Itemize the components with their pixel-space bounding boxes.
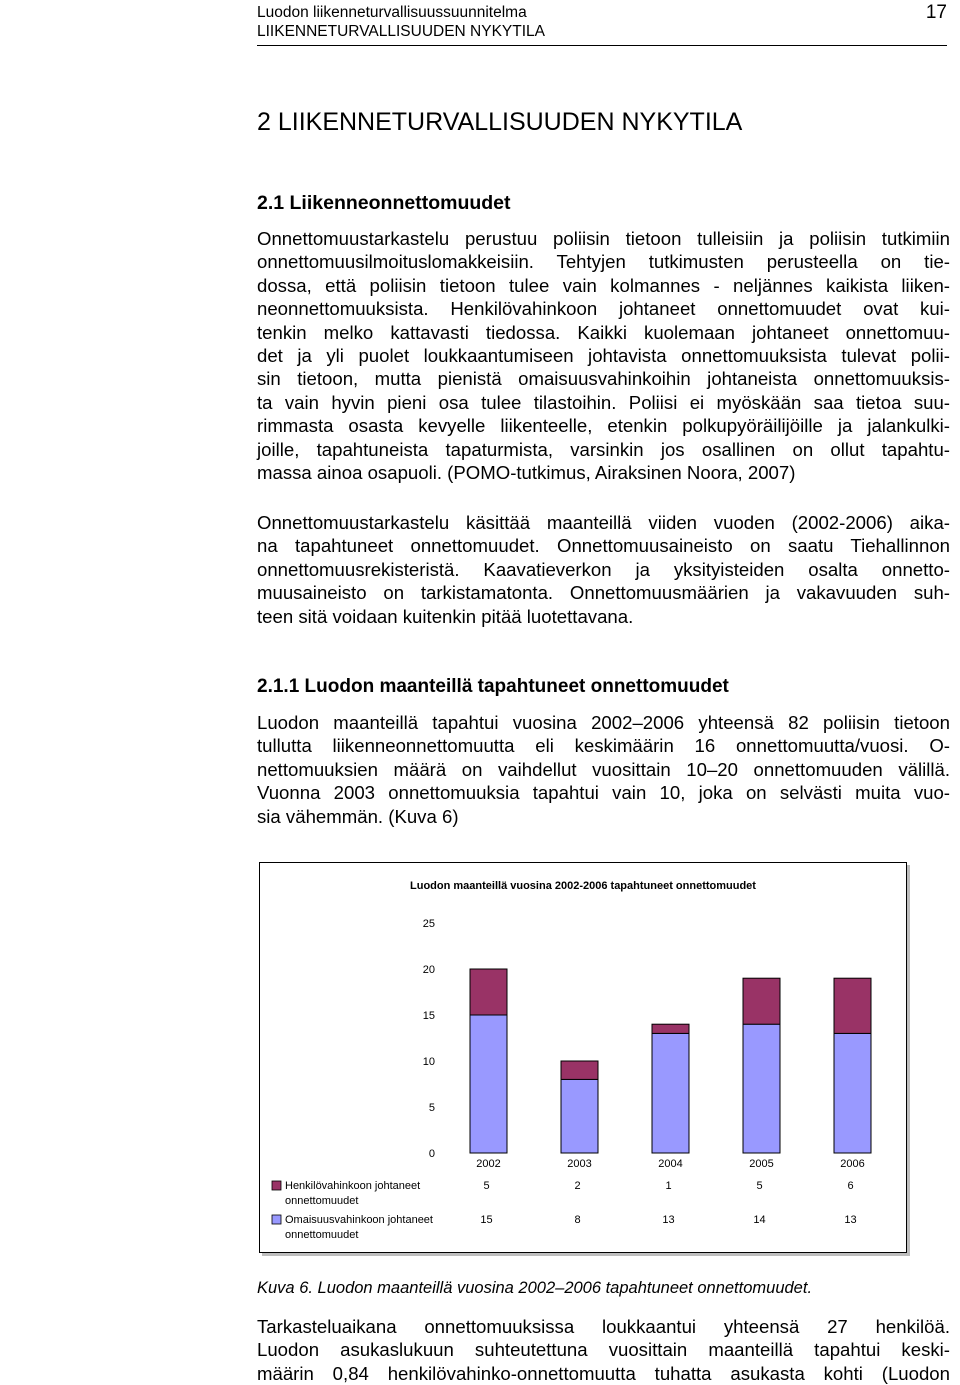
bar-segment-omaisuusvahinko bbox=[561, 1079, 598, 1153]
paragraph-injuries bbox=[257, 1315, 950, 1385]
paragraph-accident-summary bbox=[257, 711, 950, 828]
text-line: nettomuuksien määrä on vaihdellut vuosittain 10–20 onnettomuuden välillä. bbox=[257, 758, 950, 780]
text-line: det ja yli puolet loukkaantumiseen johtavista onnettomuuksista tulevat polii- bbox=[257, 345, 950, 367]
bar-segment-henkilovahinko bbox=[470, 969, 507, 1015]
x-category-label: 2006 bbox=[840, 1158, 865, 1170]
text-line: Luodon asukaslukuun suhteutettuna vuosittain maanteillä tapahtui keski- bbox=[257, 1339, 950, 1361]
data-table-value: 8 bbox=[574, 1214, 581, 1226]
text-line: massa ainoa osapuoli. (POMO-tutkimus, Airaksinen Noora, 2007) bbox=[257, 462, 796, 484]
bar-segment-henkilovahinko bbox=[561, 1061, 598, 1079]
text-line: ta vain hyvin pieni osa tulee tilastoihin. Poliisi ei myöskään saa tietoa suu- bbox=[257, 391, 950, 413]
data-table-value: 15 bbox=[480, 1214, 493, 1226]
y-tick-label: 15 bbox=[422, 1010, 435, 1022]
text-line: neonnettomuuksista. Henkilövahinkoon johtaneet onnettomuudet ovat kui- bbox=[257, 298, 950, 320]
data-table-value: 5 bbox=[483, 1180, 490, 1192]
running-section-title: LIIKENNETURVALLISUUDEN NYKYTILA bbox=[257, 23, 545, 40]
text-line: tenkin melko kattavasti tiedossa. Kaikki kuolemaan johtaneet onnettomuu- bbox=[257, 321, 950, 343]
text-line: joille, tapahtuneista tapaturmista, varsinkin jos osallinen on ollut tapahtu- bbox=[257, 438, 950, 460]
chapter-heading: 2 LIIKENNETURVALLISUUDEN NYKYTILA bbox=[257, 108, 743, 136]
data-table-value: 13 bbox=[662, 1214, 675, 1226]
y-tick-label: 5 bbox=[428, 1102, 435, 1114]
chart-svg bbox=[260, 863, 906, 1252]
data-table-value: 13 bbox=[844, 1214, 857, 1226]
legend-swatch bbox=[272, 1215, 281, 1224]
x-category-label: 2002 bbox=[476, 1158, 501, 1170]
text-line: teen sitä voidaan kuitenkin pitää luotettavana. bbox=[257, 605, 634, 627]
text-line: rimmasta osasta kevyelle liikenteelle, etenkin polkupyöräilijöille ja jalankulki- bbox=[257, 415, 950, 437]
x-category-label: 2004 bbox=[658, 1158, 683, 1170]
text-line: Luodon maanteillä tapahtui vuosina 2002–2006 yhteensä 82 poliisin tietoon bbox=[257, 712, 950, 733]
text-line: Onnettomuustarkastelu perustuu poliisin tietoon tulleisiin ja poliisin tutkimiin bbox=[257, 228, 950, 249]
data-table-value: 14 bbox=[753, 1214, 766, 1226]
y-tick-label: 0 bbox=[428, 1148, 435, 1160]
y-tick-label: 10 bbox=[422, 1056, 435, 1068]
legend-label: Henkilövahinkoon johtaneet bbox=[285, 1180, 421, 1192]
chart-title: Luodon maanteillä vuosina 2002-2006 tapahtuneet onnettomuudet bbox=[410, 880, 756, 892]
x-category-label: 2003 bbox=[567, 1158, 592, 1170]
bar-segment-omaisuusvahinko bbox=[743, 1024, 780, 1153]
y-tick-label: 25 bbox=[422, 918, 435, 930]
document-title: Luodon liikenneturvallisuussuunnitelma bbox=[257, 4, 527, 21]
y-tick-label: 20 bbox=[422, 964, 435, 976]
legend-swatch bbox=[272, 1181, 281, 1190]
text-line: dossa, että poliisin tietoon tulee vain kolmannes - neljännes kaikista liiken- bbox=[257, 274, 950, 296]
bar-segment-henkilovahinko bbox=[743, 978, 780, 1024]
paragraph-scope bbox=[257, 511, 950, 628]
bar-segment-henkilovahinko bbox=[834, 978, 871, 1033]
text-line: Tarkasteluaikana onnettomuuksissa loukkaantui yhteensä 27 henkilöä. bbox=[257, 1316, 950, 1337]
bar-segment-omaisuusvahinko bbox=[470, 1015, 507, 1153]
accident-chart bbox=[259, 862, 907, 1253]
text-line: Onnettomuustarkastelu käsittää maanteillä viiden vuoden (2002-2006) aika- bbox=[257, 512, 950, 533]
text-line: na tapahtuneet onnettomuudet. Onnettomuusaineisto on saatu Tiehallinnon bbox=[257, 535, 950, 557]
text-line: onnettomuusrekisteristä. Kaavatieverkon ja yksityisteiden osalta onnetto- bbox=[257, 558, 950, 580]
x-category-label: 2005 bbox=[749, 1158, 774, 1170]
data-table-value: 6 bbox=[847, 1180, 854, 1192]
page-number: 17 bbox=[925, 2, 947, 23]
data-table-value: 2 bbox=[574, 1180, 581, 1192]
figure-caption: Kuva 6. Luodon maanteillä vuosina 2002–2006 tapahtuneet onnettomuudet. bbox=[257, 1279, 813, 1297]
data-table-value: 1 bbox=[665, 1180, 672, 1192]
text-line: sia vähemmän. (Kuva 6) bbox=[257, 805, 459, 827]
section-heading: 2.1 Liikenneonnettomuudet bbox=[257, 192, 511, 214]
text-line: muusaineisto on tarkistamatonta. Onnettomuusmäärien ja vakavuuden suh- bbox=[257, 582, 950, 604]
bar-segment-omaisuusvahinko bbox=[652, 1033, 689, 1153]
bar-segment-henkilovahinko bbox=[652, 1024, 689, 1033]
subsection-heading: 2.1.1 Luodon maanteillä tapahtuneet onnettomuudet bbox=[257, 676, 729, 697]
text-line: määrin 0,84 henkilövahinko-onnettomuutta tuhatta asukasta kohti (Luodon bbox=[257, 1362, 950, 1384]
paragraph-source-info bbox=[257, 227, 950, 484]
text-line: Vuonna 2003 onnettomuuksia tapahtui vain 10, joka on selvästi muita vuo- bbox=[257, 782, 950, 804]
data-table-value: 5 bbox=[756, 1180, 763, 1192]
header-rule bbox=[257, 45, 947, 46]
legend-label: Omaisuusvahinkoon johtaneet bbox=[285, 1214, 433, 1226]
legend-label: onnettomuudet bbox=[285, 1195, 359, 1207]
bar-segment-omaisuusvahinko bbox=[834, 1033, 871, 1153]
legend-label: onnettomuudet bbox=[285, 1229, 359, 1241]
text-line: tullutta liikenneonnettomuutta eli keskimäärin 16 onnettomuutta/vuosi. O- bbox=[257, 735, 950, 757]
text-line: onnettomuusilmoituslomakkeisiin. Tehtyjen tutkimusten perusteella on tie- bbox=[257, 251, 950, 273]
text-line: sin tietoon, mutta pienistä omaisuusvahinkoihin johtaneista onnettomuuksis- bbox=[257, 368, 950, 390]
